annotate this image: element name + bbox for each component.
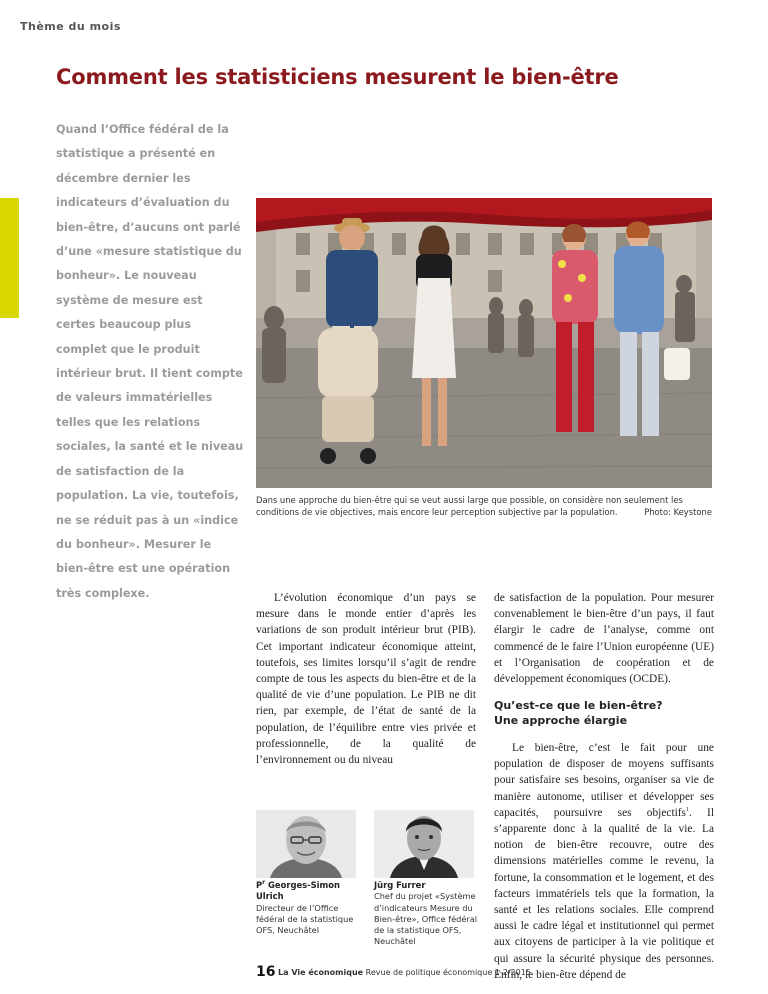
street-photo	[256, 198, 712, 488]
author-info-2	[374, 880, 478, 948]
article-lead: Quand l’Office fédéral de la statistique a présenté en décembre dernier les indicateurs d’évaluation du bien-être, d’aucuns ont parlé d’une «mesure statistique du bonheur». Le nouveau système de mesure est certes beaucoup plus complet que le produit intérieur brut. Il tient compte de valeurs immatérielles telles que les relations sociales, la santé et le niveau de satisfaction de la population. La vie, toutefois, ne se réduit pas à un «indice du bonheur». Mesurer le bien-être est une opération très complexe.	[56, 123, 244, 600]
subheading-line-2: Une approche élargie	[494, 713, 628, 727]
publication-name: La Vie économique	[278, 968, 364, 977]
portrait-photo-1	[256, 810, 356, 878]
page-number: 16	[256, 964, 276, 980]
photo-credit: Photo: Keystone	[644, 507, 712, 517]
article-title: Comment les statisticiens mesurent le bien-être	[56, 65, 619, 89]
section-label: Thème du mois	[20, 20, 121, 33]
footnote-ref: 1	[686, 807, 689, 814]
author-portrait-1	[256, 810, 356, 878]
author-name-2: Jürg Furrer	[374, 880, 426, 890]
accent-bar	[0, 198, 19, 318]
author-name-1	[256, 880, 366, 903]
body-column-1: L’évolution économique d’un pays se mesure dans le monde entier d’après les variations de son produit intérieur brut (PIB). Cet important indicateur économique atteint, toutefois, ses limites lorsqu’il s’agit de rendre compte de tous les aspects du bien-être et de la qualité de vie d’une population. Le PIB ne dit rien, par exemple, de l’état de santé de la population, de l’équilibre entre vies privée et professionnelle, de la qualité de l’environnement ou du niveau	[256, 592, 476, 767]
body-column-2-top: de satisfaction de la population. Pour mesurer convenablement le bien-être d’un pays, il faut élargir le cadre de l’analyse, comme ont commencé de le faire l’Union européenne (UE) et l’Organisation de coopération et de développement économiques (OCDE).	[494, 592, 714, 686]
section-subheading	[494, 699, 714, 728]
author-name-text-1: Georges-Simon Ulrich	[256, 880, 340, 902]
portrait-photo-2	[374, 810, 474, 878]
body-text-part-1: Le bien-être, c’est le fait pour une population de disposer de moyens suffisants pour satisfaire ses besoins, organiser sa vie de manière autonome, utiliser et développer ses capacités, poursuivre ses objectifs	[494, 742, 714, 819]
photo-caption	[256, 494, 712, 518]
author-portrait-2	[374, 810, 474, 878]
publication-subtitle: Revue de politique économique 1-2/2015	[365, 968, 531, 977]
author-title-prefix: P	[256, 880, 263, 890]
author-role-2: Chef du projet «Système d’indicateurs Mesure du Bien-être», Office fédéral de la statistique OFS, Neuchâtel	[374, 891, 478, 947]
body-column-2	[494, 740, 714, 983]
author-role-1: Directeur de l’Office fédéral de la statistique OFS, Neuchâtel	[256, 902, 354, 936]
author-title-suffix: r	[262, 879, 266, 887]
author-info-1	[256, 880, 366, 936]
page-footer	[256, 964, 531, 980]
subheading-line-1: Qu’est-ce que le bien-être?	[494, 699, 663, 712]
street-scene-illustration	[256, 198, 712, 488]
caption-text: Dans une approche du bien-être qui se veut aussi large que possible, on considère non seulement les conditions de vie objectives, mais encore leur perception subjective par la population.	[256, 495, 683, 517]
body-text-part-2: . Il s’apparente donc à la qualité de la vie. La notion de bien-être recouvre, outre des dimensions matérielles comme le revenu, la fortune, la consommation et le logement, et des facteurs immatériels tels que la formation, la santé et les relations sociales. Elle comprend aussi le cadre légal et institutionnel qui permet aux citoyens de participer à la vie politique et qui assure la sécurité physique des personnes. Enfin, le bien-être dépend de	[494, 806, 714, 981]
